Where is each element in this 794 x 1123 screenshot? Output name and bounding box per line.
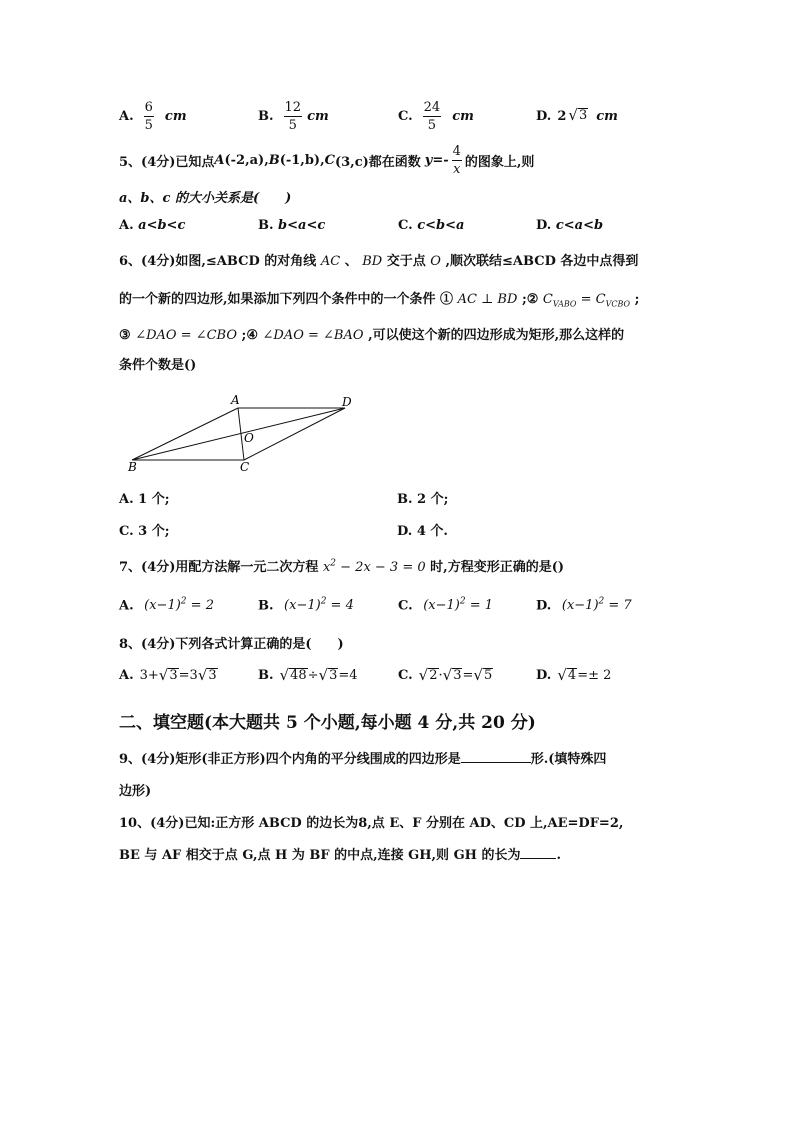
side-ab <box>132 408 238 460</box>
option-label: D. <box>536 108 552 124</box>
q5-option-c: C. c<b<a <box>398 218 465 233</box>
option-label: B. <box>258 108 274 124</box>
q5-line2: a、b、c 的大小关系是( ) <box>119 191 292 206</box>
q6-parallelogram-figure <box>120 385 370 480</box>
q4-option-b <box>258 96 329 136</box>
q6-option-c: C. 3 个; <box>119 524 170 539</box>
q6-line1: 6、(4分)如图,≤ABCD 的对角线 AC 、 BD 交于点 O ,顺次联结≤ABCD 各边中点得到 <box>119 254 639 269</box>
q10-line1: 10、(4分)已知:正方形 ABCD 的边长为8,点 E、F 分别在 AD、CD 上,AE=DF=2, <box>119 816 624 831</box>
center-o-label: O <box>244 431 254 445</box>
q5-option-d: D. c<a<b <box>536 218 604 233</box>
q7-option-c: C. $(x-1)^2 = 1$ <box>398 597 493 614</box>
square-root: √ 3 <box>158 666 178 684</box>
square-root: √ 5 <box>473 666 493 684</box>
side-cd <box>244 408 345 460</box>
square-root: √ 3 <box>318 666 338 684</box>
vertex-d-label: D <box>342 395 352 409</box>
q6-line3: ③ ∠DAO = ∠CBO ;④ ∠DAO = ∠BAO ,可以使这个新的四边形成为矩形,那么这样的 <box>119 328 625 343</box>
q6-option-a: A. 1 个; <box>119 492 170 507</box>
unit: cm <box>307 108 329 124</box>
q4-option-c <box>398 96 474 136</box>
q5-option-b: B. b<a<c <box>258 218 326 233</box>
q5-option-a: A. a<b<c <box>119 218 186 233</box>
q7-option-a: A. $(x-1)^2 = 2$ <box>119 597 214 614</box>
q5-stem: 5、(4分)已知点 A (-2,a), B (-1,b), C (3,c)都在函数 y=- $\frac{4}{x}$ 的图象上,则 <box>119 143 535 177</box>
q7-option-b: B. $(x-1)^2 = 4$ <box>258 597 354 614</box>
q8-option-a: A. 3+ √ 3 =3 √ 3 <box>119 666 217 684</box>
unit: cm <box>452 108 474 124</box>
fraction: $\frac{6}{5}$ <box>144 99 153 133</box>
answer-blank[interactable] <box>520 844 556 859</box>
q6-line4: 条件个数是() <box>119 358 197 373</box>
vertex-c-label: C <box>240 460 250 474</box>
q8-option-b: B. √ 48 ÷ √ 3 =4 <box>258 666 358 684</box>
fraction: $\frac{24}{5}$ <box>423 99 441 133</box>
vertex-b-label: B <box>128 460 137 474</box>
square-root: √ 48 <box>279 666 307 684</box>
square-root: √ 4 <box>557 666 577 684</box>
square-root: √ 3 <box>197 666 217 684</box>
fraction: $\frac{12}{5}$ <box>284 99 302 133</box>
q6-option-b: B. 2 个; <box>397 492 449 507</box>
q7-option-d: D. $(x-1)^2 = 7$ <box>536 597 632 614</box>
square-root: √ 3 <box>442 666 462 684</box>
q4-option-d: D. 2 √ 3 cm <box>536 106 618 125</box>
q9-line2: 边形) <box>119 784 152 799</box>
option-label: A. <box>119 108 134 124</box>
fraction: $\frac{4}{x}$ <box>452 143 461 177</box>
q9-line1: 9、(4分)矩形(非正方形)四个内角的平分线围成的四边形是 形.(填特殊四 <box>119 748 606 767</box>
vertex-a-label: A <box>231 393 240 407</box>
q10-line2: BE 与 AF 相交于点 G,点 H 为 BF 的中点,连接 GH,则 GH 的长为 . <box>119 844 561 863</box>
section-heading: 二、填空题(本大题共 5 个小题,每小题 4 分,共 20 分) <box>119 713 536 733</box>
unit: cm <box>164 108 187 124</box>
square-root: √ 3 <box>568 106 588 125</box>
q4-option-a <box>119 96 187 136</box>
q7-stem: 7、(4分)用配方法解一元二次方程 $x^2 - 2x - 3 = 0$ 时,方程变形正确的是() <box>119 558 564 575</box>
q6-line2: 的一个新的四边形,如果添加下列四个条件中的一个条件 ① AC ⊥ BD ;② $C_{VABO} = C_{VCBO}$ ; <box>119 292 640 309</box>
unit: cm <box>596 108 618 124</box>
answer-blank[interactable] <box>461 748 531 763</box>
q8-stem: 8、(4分)下列各式计算正确的是( ) <box>119 637 344 652</box>
q8-option-c: C. √ 2 · √ 3 = √ 5 <box>398 666 493 684</box>
q8-option-d: D. √ 4 =± 2 <box>536 666 612 684</box>
option-label: C. <box>398 108 413 124</box>
square-root: √ 2 <box>418 666 438 684</box>
q6-option-d: D. 4 个. <box>397 524 448 539</box>
